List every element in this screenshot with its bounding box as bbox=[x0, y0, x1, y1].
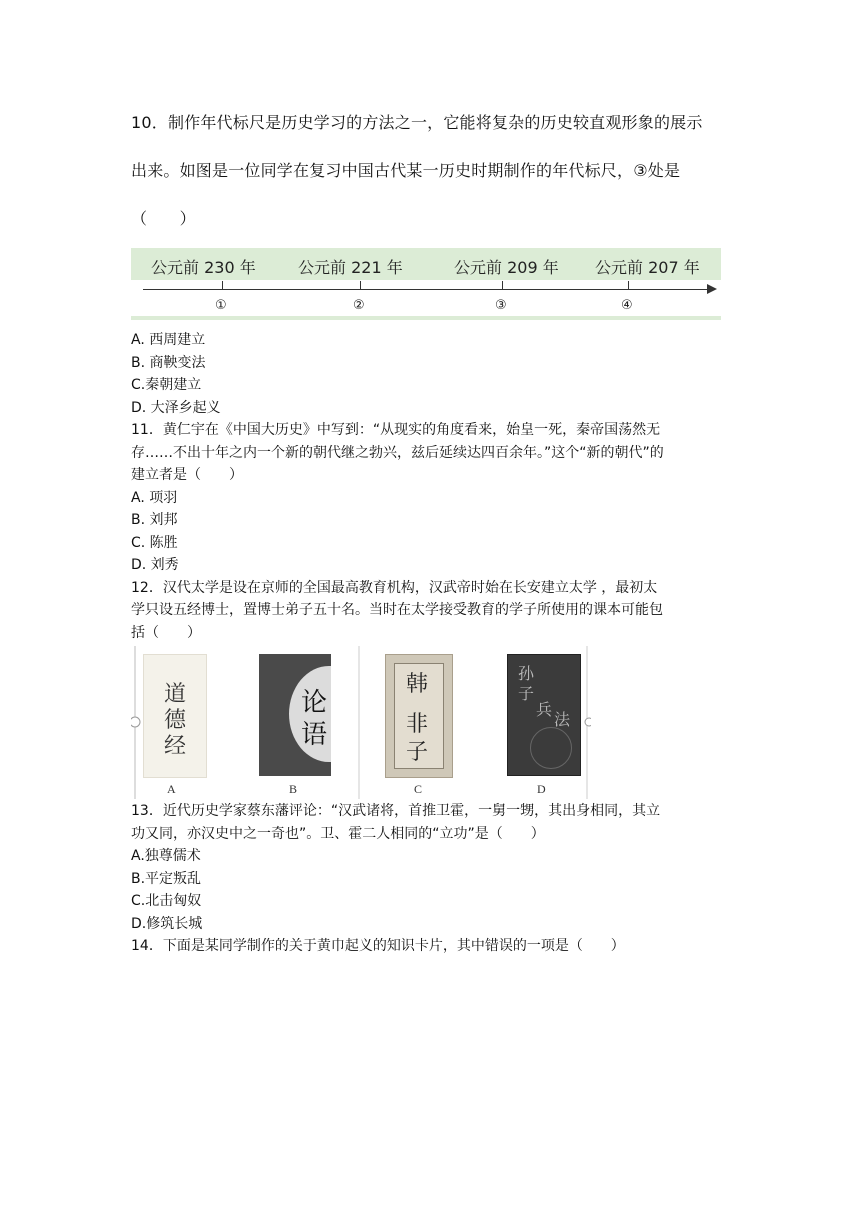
timeline-tick-3 bbox=[502, 281, 503, 290]
q10-option-d: D. 大泽乡起义 bbox=[131, 400, 221, 416]
timeline-mark-4: ④ bbox=[621, 298, 633, 313]
book-a-label: A bbox=[167, 782, 176, 796]
book-a-char-1: 道 bbox=[164, 682, 187, 707]
q11-option-a: A. 项羽 bbox=[131, 490, 178, 506]
q10-option-b: B. 商鞅变法 bbox=[131, 355, 206, 371]
timeline-arrow-icon bbox=[707, 284, 717, 294]
book-c-cover bbox=[385, 654, 453, 778]
question-14-line-1: 14．下面是某同学制作的关于黄巾起义的知识卡片，其中错误的一项是（ ） bbox=[131, 938, 625, 954]
timeline-year-3: 公元前 209 年 bbox=[454, 258, 559, 277]
timeline-tick-1 bbox=[222, 281, 223, 290]
question-13-line-1: 13．近代历史学家蔡东藩评论：“汉武诸将，首推卫霍，一舅一甥，其出身相同，其立 bbox=[131, 803, 661, 819]
book-c-char-3: 子 bbox=[406, 740, 429, 765]
question-11-line-3: 建立者是（ ） bbox=[131, 467, 243, 483]
timeline-mark-1: ① bbox=[215, 298, 227, 313]
question-11-line-2: 存……不出十年之内一个新的朝代继之勃兴，兹后延续达四百余年。”这个“新的朝代”的 bbox=[131, 445, 664, 461]
book-a-char-2: 德 bbox=[164, 708, 187, 733]
book-b-char-2: 语 bbox=[301, 720, 328, 750]
book-d-char-2: 子 bbox=[518, 684, 535, 703]
timeline-year-4: 公元前 207 年 bbox=[595, 258, 700, 277]
book-a-cover bbox=[143, 654, 207, 778]
question-11-line-1: 11．黄仁宇在《中国大历史》中写到：“从现实的角度看来，始皇一死，秦帝国荡然无 bbox=[131, 422, 661, 438]
book-c-char-2: 非 bbox=[406, 712, 429, 737]
timeline-figure bbox=[131, 248, 721, 320]
book-c-char-1: 韩 bbox=[406, 672, 429, 697]
question-12-line-3: 括（ ） bbox=[131, 625, 201, 641]
q10-option-c: C.秦朝建立 bbox=[131, 377, 202, 393]
book-d-char-1: 孙 bbox=[518, 664, 535, 683]
timeline-year-1: 公元前 230 年 bbox=[151, 258, 256, 277]
question-10-line-2: 出来。如图是一位同学在复习中国古代某一历史时期制作的年代标尺，③处是 bbox=[131, 161, 681, 180]
question-13-line-2: 功又同，亦汉史中之一奇也”。卫、霍二人相同的“立功”是（ ） bbox=[131, 826, 545, 842]
book-c bbox=[385, 654, 453, 796]
book-b-cover bbox=[259, 654, 331, 776]
book-d-cover bbox=[507, 654, 581, 776]
q11-option-b: B. 刘邦 bbox=[131, 512, 178, 528]
q11-option-c: C. 陈胜 bbox=[131, 535, 178, 551]
timeline-year-2: 公元前 221 年 bbox=[298, 258, 403, 277]
timeline-mark-2: ② bbox=[353, 298, 365, 313]
book-d-seal bbox=[530, 727, 572, 769]
q13-option-d: D.修筑长城 bbox=[131, 916, 203, 932]
question-10-line-3: （ ） bbox=[131, 209, 196, 228]
book-b-char-1: 论 bbox=[301, 688, 328, 718]
book-a bbox=[143, 654, 207, 796]
book-d-char-4: 法 bbox=[554, 710, 571, 729]
timeline-tick-2 bbox=[360, 281, 361, 290]
book-covers-image bbox=[131, 646, 591, 799]
q13-option-a: A.独尊儒术 bbox=[131, 848, 201, 864]
timeline-mark-3: ③ bbox=[495, 298, 507, 313]
timeline-tick-4 bbox=[628, 281, 629, 290]
q13-option-c: C.北击匈奴 bbox=[131, 893, 202, 909]
book-c-label: C bbox=[414, 782, 423, 796]
book-b-label: B bbox=[289, 782, 298, 796]
q11-option-d: D. 刘秀 bbox=[131, 557, 179, 573]
question-10-line-1: 10．制作年代标尺是历史学习的方法之一，它能将复杂的历史较直观形象的展示 bbox=[131, 113, 703, 132]
book-d-char-3: 兵 bbox=[536, 700, 553, 719]
q10-option-a: A. 西周建立 bbox=[131, 332, 206, 348]
question-12-line-1: 12．汉代太学是设在京师的全国最高教育机构，汉武帝时始在长安建立太学 ，最初太 bbox=[131, 580, 658, 596]
book-a-char-3: 经 bbox=[164, 734, 187, 759]
book-b bbox=[259, 654, 331, 796]
book-d bbox=[507, 654, 581, 796]
book-d-label: D bbox=[537, 782, 546, 796]
question-12-line-2: 学只设五经博士，置博士弟子五十名。当时在太学接受教育的学子所使用的课本可能包 bbox=[131, 602, 663, 618]
q13-option-b: B.平定叛乱 bbox=[131, 871, 202, 887]
